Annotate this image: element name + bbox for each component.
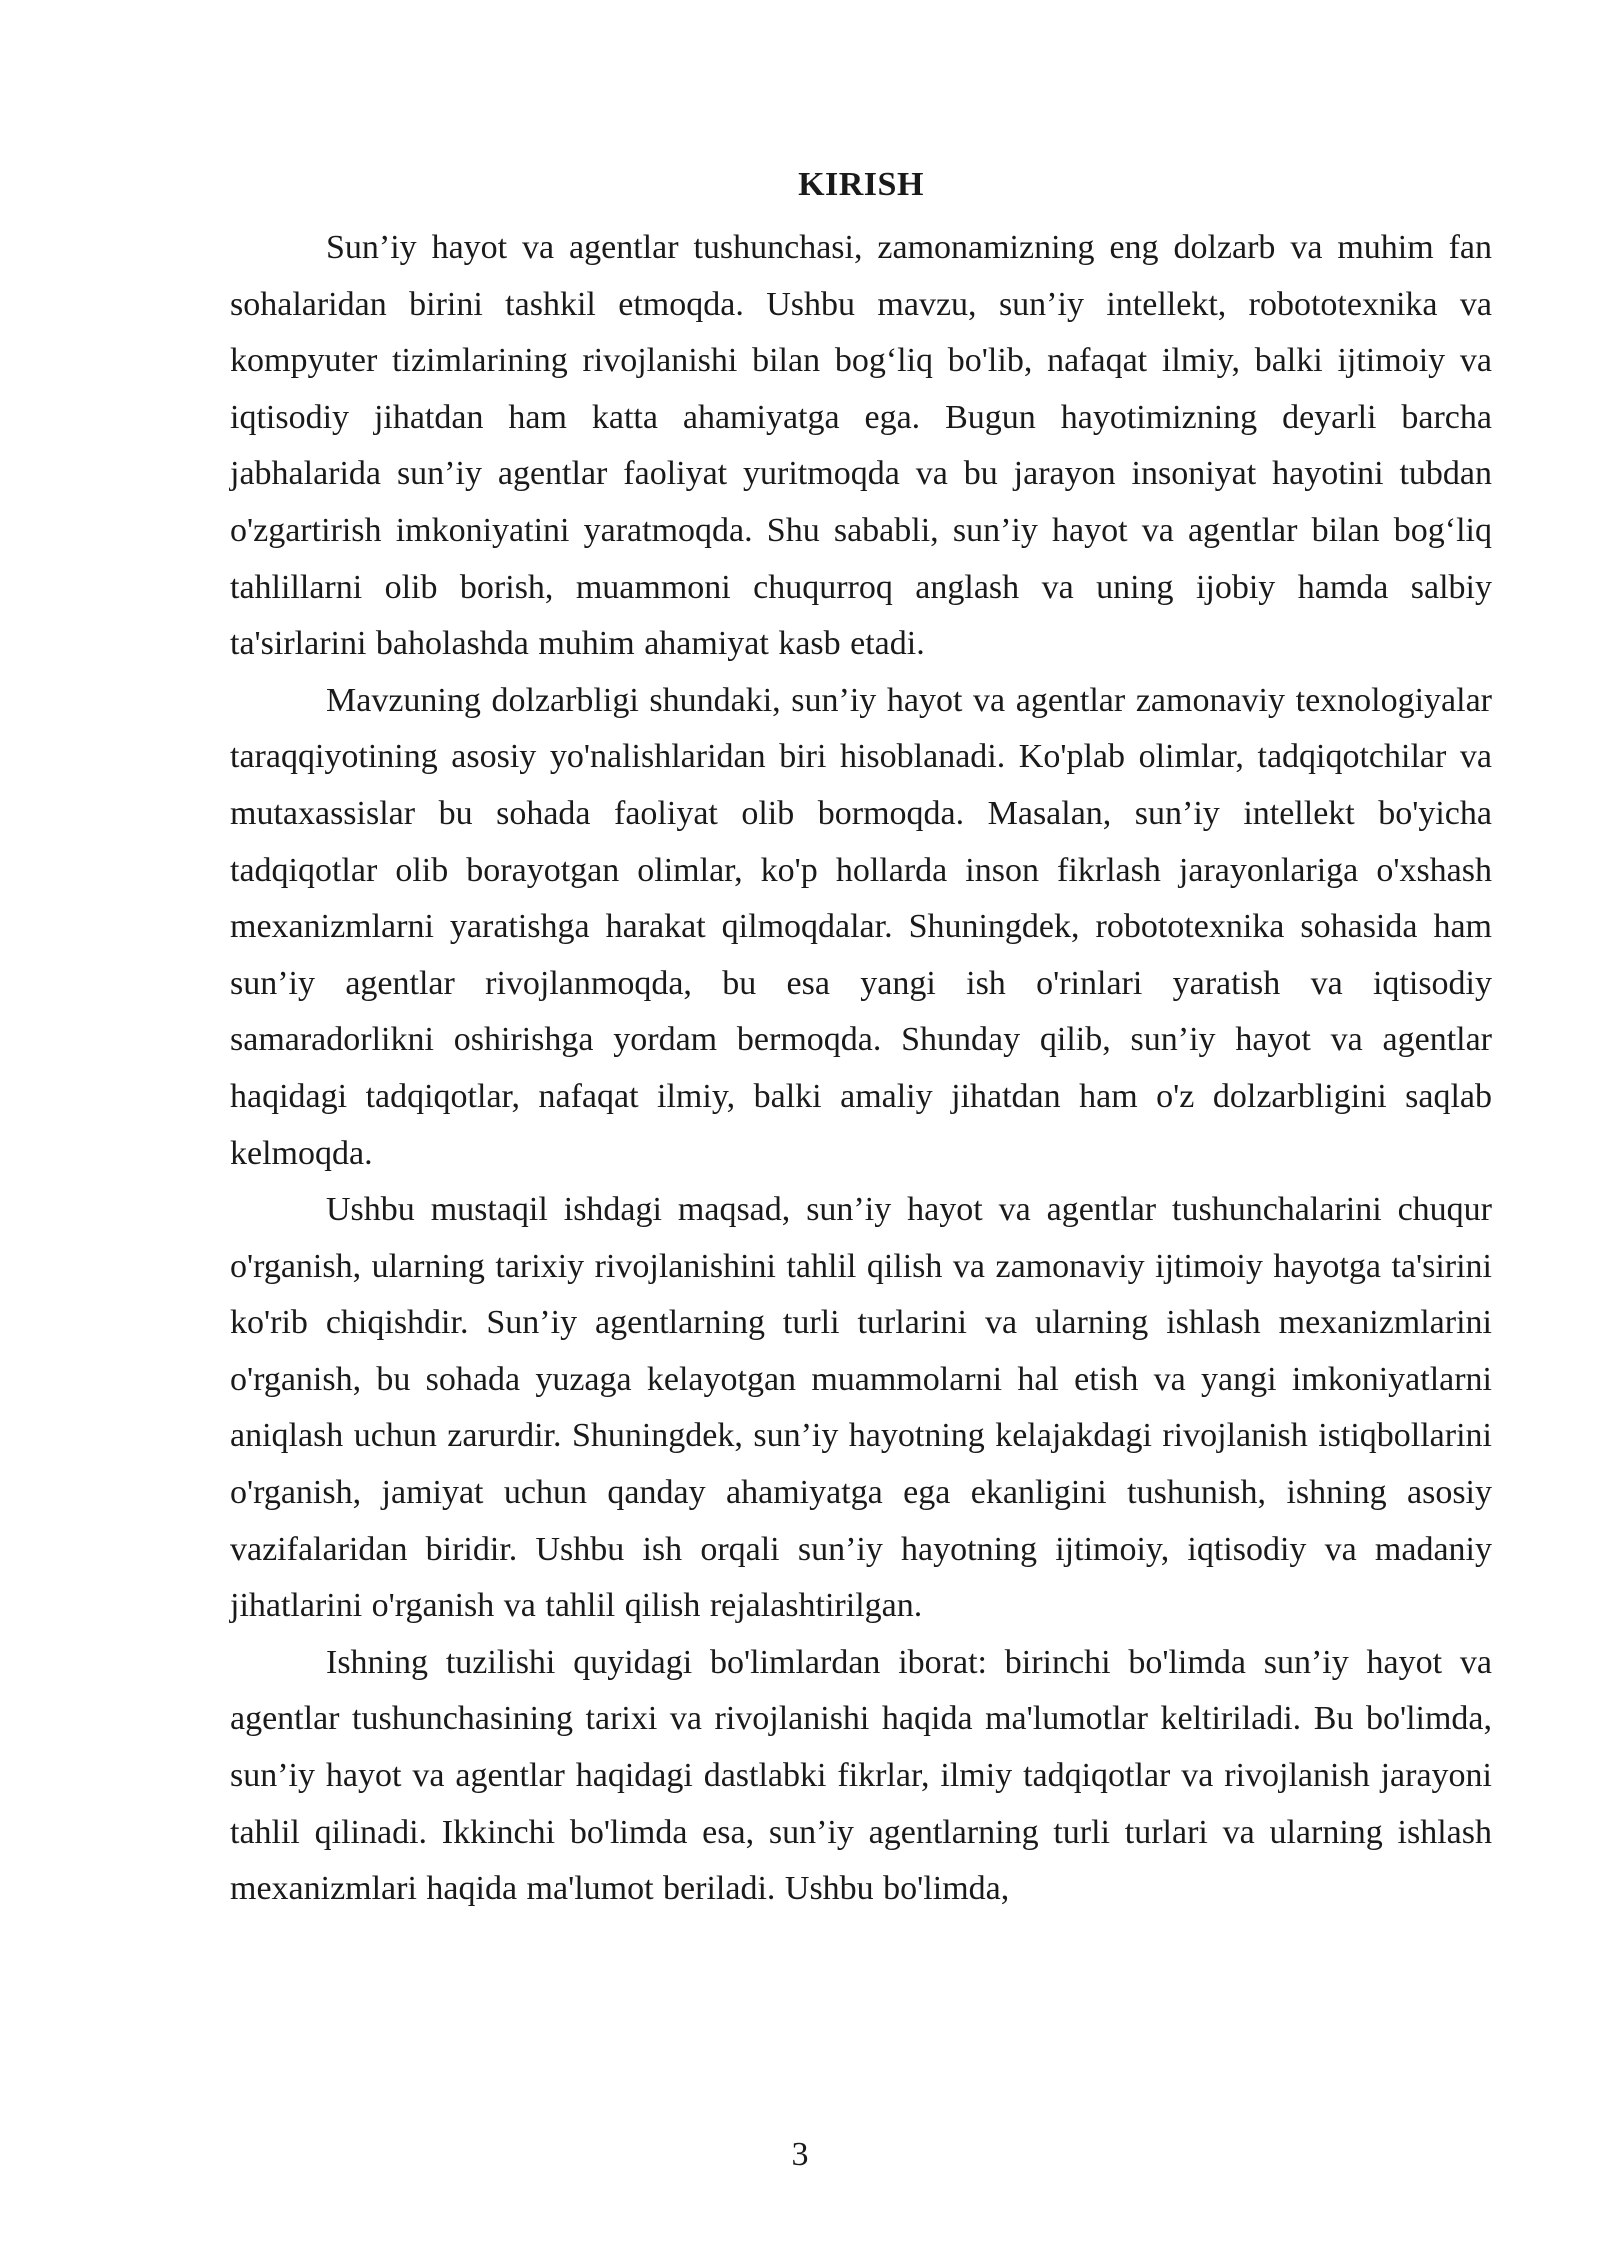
page-number: 3	[791, 2136, 809, 2173]
page-title: KIRISH	[798, 166, 924, 203]
document-page	[230, 160, 1492, 1918]
paragraph-4: Ishning tuzilishi quyidagi bo'limlardan iborat: birinchi bo'limda sun’iy hayot va agentlar tushunchasining tarixi va rivojlanishi haqida ma'lumotlar keltiriladi. Bu bo'limda, sun’iy hayot va agentlar haqidagi dastlabki fikrlar, ilmiy tadqiqotlar va rivojlanish jarayoni tahlil qilinadi. Ikkinchi bo'limda esa, sun’iy agentlarning turli turlari va ularning ishlash mexanizmlari haqida ma'lumot beriladi. Ushbu bo'limda,	[230, 1643, 1492, 1908]
paragraph-1: Sun’iy hayot va agentlar tushunchasi, zamonamizning eng dolzarb va muhim fan sohalaridan birini tashkil etmoqda. Ushbu mavzu, sun’iy intellekt, robototexnika va kompyuter tizimlarining rivojlanishi bilan bog‘liq bo'lib, nafaqat ilmiy, balki ijtimoiy va iqtisodiy jihatdan ham katta ahamiyatga ega. Bugun hayotimizning deyarli barcha jabhalarida sun’iy agentlar faoliyat yuritmoqda va bu jarayon insoniyat hayotini tubdan o'zgartirish imkoniyatini yaratmoqda. Shu sababli, sun’iy hayot va agentlar bilan bog‘liq tahlillarni olib borish, muammoni chuqurroq anglash va uning ijobiy hamda salbiy ta'sirlarini baholashda muhim ahamiyat kasb etadi.	[230, 229, 1492, 663]
paragraph-2: Mavzuning dolzarbligi shundaki, sun’iy hayot va agentlar zamonaviy texnologiyalar taraqqiyotining asosiy yo'nalishlaridan biri hisoblanadi. Ko'plab olimlar, tadqiqotchilar va mutaxassislar bu sohada faoliyat olib bormoqda. Masalan, sun’iy intellekt bo'yicha tadqiqotlar olib borayotgan olimlar, ko'p hollarda inson fikrlash jarayonlariga o'xshash mexanizmlarni yaratishga harakat qilmoqdalar. Shuningdek, robototexnika sohasida ham sun’iy agentlar rivojlanmoqda, bu esa yangi ish o'rinlari yaratish va iqtisodiy samaradorlikni oshirishga yordam bermoqda. Shunday qilib, sun’iy hayot va agentlar haqidagi tadqiqotlar, nafaqat ilmiy, balki amaliy jihatdan ham o'z dolzarbligini saqlab kelmoqda.	[230, 681, 1492, 1172]
paragraph-3: Ushbu mustaqil ishdagi maqsad, sun’iy hayot va agentlar tushunchalarini chuqur o'rganish, ularning tarixiy rivojlanishini tahlil qilish va zamonaviy ijtimoiy hayotga ta'sirini ko'rib chiqishdir. Sun’iy agentlarning turli turlarini va ularning ishlash mexanizmlarini o'rganish, bu sohada yuzaga kelayotgan muammolarni hal etish va yangi imkoniyatlarni aniqlash uchun zarurdir. Shuningdek, sun’iy hayotning kelajakdagi rivojlanish istiqbollarini o'rganish, jamiyat uchun qanday ahamiyatga ega ekanligini tushunish, ishning asosiy vazifalaridan biridir. Ushbu ish orqali sun’iy hayotning ijtimoiy, iqtisodiy va madaniy jihatlarini o'rganish va tahlil qilish rejalashtirilgan.	[230, 1191, 1492, 1625]
